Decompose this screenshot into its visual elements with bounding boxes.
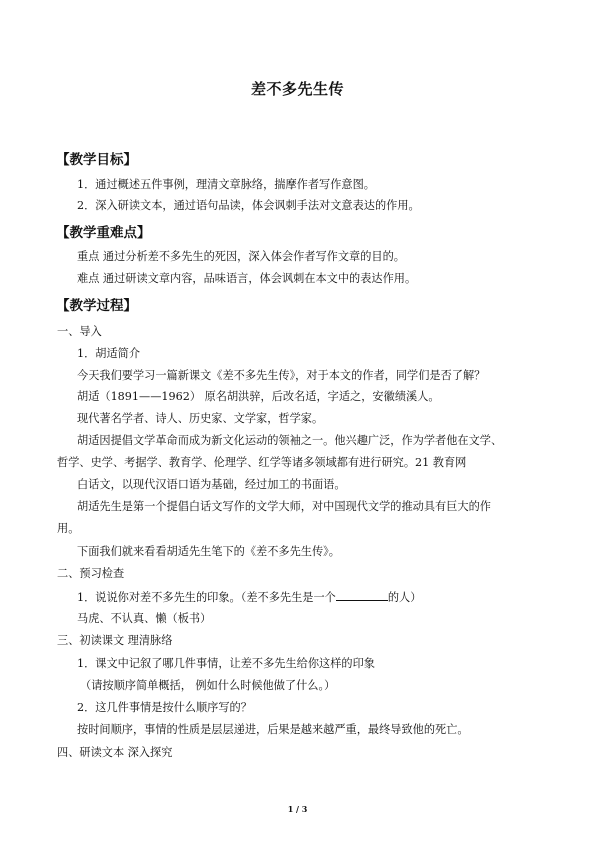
section-heading-keypoints: 【教学重难点】 — [56, 225, 151, 241]
process-heading: 三、初读课文 理清脉络 — [57, 634, 173, 647]
process-line: （请按顺序简单概括， 例如什么时候他做了什么。） — [80, 679, 336, 692]
process-line: 胡适因提倡文学革命而成为新文化运动的领袖之一。他兴趣广泛，作为学者他在文学、 — [77, 434, 503, 447]
keypoint-item: 难点 通过研读文章内容，品味语言，体会讽刺在本文中的表达作用。 — [77, 272, 417, 285]
process-line: 胡适（1891——1962） 原名胡洪骍，后改名适，字适之，安徽绩溪人。 — [77, 390, 440, 403]
keypoint-item: 重点 通过分析差不多先生的死因，深入体会作者写作文章的目的。 — [77, 250, 405, 263]
process-line: 用。 — [57, 522, 80, 535]
section-heading-goals: 【教学目标】 — [56, 152, 137, 168]
section-heading-process: 【教学过程】 — [56, 298, 137, 314]
process-line: 今天我们要学习一篇新课文《差不多先生传》，对于本文的作者，同学们是否了解？ — [77, 369, 486, 382]
process-line: 哲学、史学、考据学、教育学、伦理学、红学等诸多领域都有进行研究。21 教育网 — [57, 456, 467, 469]
process-line: 马虎、不认真、懒（板书） — [77, 612, 212, 625]
process-heading: 一、导入 — [57, 325, 102, 338]
process-line: 胡适先生是第一个提倡白话文写作的文学大师，对中国现代文学的推动具有巨大的作 — [77, 500, 491, 513]
question-text: 1．说说你对差不多先生的印象。（差不多先生是一个 — [77, 591, 336, 604]
goal-item: 2．深入研读文本，通过语句品读，体会讽刺手法对文意表达的作用。 — [77, 199, 420, 212]
page-number: 1 / 3 — [287, 804, 308, 814]
process-line — [77, 590, 421, 605]
goal-item: 1．通过概述五件事例，理清文章脉络，揣摩作者写作意图。 — [77, 178, 375, 191]
fill-in-blank — [336, 590, 388, 601]
process-line: 按时间顺序，事情的性质是层层递进，后果是越来越严重，最终导致他的死亡。 — [77, 723, 469, 736]
process-line: 白话文，以现代汉语口语为基础，经过加工的书面语。 — [77, 478, 346, 491]
process-heading: 二、预习检查 — [57, 567, 125, 580]
process-line: 1．课文中记叙了哪几件事情，让差不多先生给你这样的印象 — [77, 657, 375, 670]
page-title: 差不多先生传 — [250, 80, 344, 98]
process-line: 2．这几件事情是按什么顺序写的？ — [77, 701, 252, 714]
process-line: 现代著名学者、诗人、历史家、文学家，哲学家。 — [77, 412, 324, 425]
question-text-end: 的人） — [387, 591, 422, 604]
process-heading: 四、研读文本 深入探究 — [57, 746, 173, 759]
process-line: 下面我们就来看看胡适先生笔下的《差不多先生传》。 — [77, 545, 340, 558]
process-line: 1．胡适简介 — [77, 347, 141, 360]
